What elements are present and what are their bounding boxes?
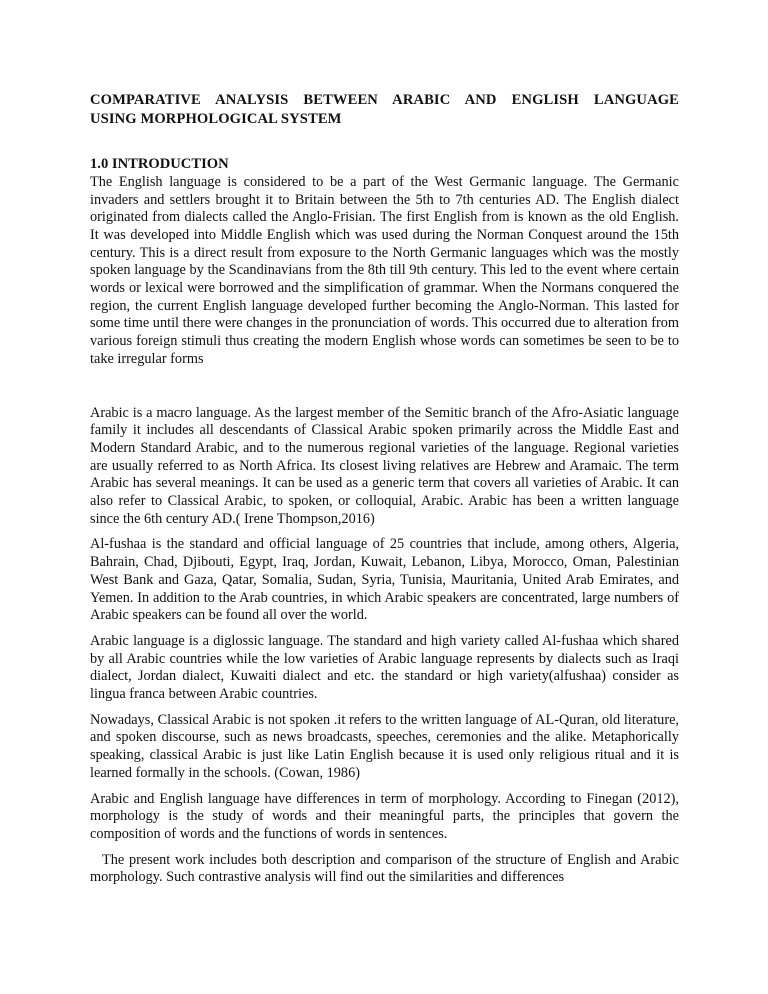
paragraph-spacer — [90, 783, 679, 791]
paragraph-english-history: The English language is considered to be a part of the West Germanic language. The Germanic invaders and settlers brought it to Britain between the 5th to 7th centuries AD. The English dialect originated from dialects called the Anglo-Frisian. The first English from is known as the old English. It was developed into Middle English which was used during the Norman Conquest around the 15th century. This is a direct result from exposure to the North Germanic languages which was the mostly spoken language by the Scandinavians from the 8th till 9th century. This led to the event where certain words or lexical were borrowed and the simplification of grammar. When the Normans conquered the region, the current English language developed further becoming the Anglo-Norman. This lasted for some time until there were changes in the pronunciation of words. This occurred due to alteration from various foreign stimuli thus creating the modern English whose words can sometimes be seen to be to take irregular forms — [90, 173, 679, 367]
document-page — [90, 91, 679, 887]
title-line-2: USING MORPHOLOGICAL SYSTEM — [90, 111, 342, 127]
paragraph-classical-arabic: Nowadays, Classical Arabic is not spoken .it refers to the written language of AL-Quran, old literature, and spoken discourse, such as news broadcasts, speeches, ceremonies and the alike. Metaphorically speaking, classical Arabic is just like Latin English because it is used only religious ritual and it is learned formally in the schools. (Cowan, 1986) — [90, 711, 679, 781]
title-line-1: COMPARATIVE ANALYSIS BETWEEN ARABIC AND ENGLISH LANGUAGE — [90, 92, 679, 108]
paragraph-al-fushaa: Al-fushaa is the standard and official language of 25 countries that include, among others, Algeria, Bahrain, Chad, Djibouti, Egypt, Iraq, Jordan, Kuwait, Lebanon, Libya, Morocco, Oman, Palestinian West Bank and Gaza, Qatar, Somalia, Sudan, Syria, Tunisia, Mauritania, United Arab Emirates, and Yemen. In addition to the Arab countries, in which Arabic speakers are concentrated, large numbers of Arabic speakers can be found all over the world. — [90, 536, 679, 624]
paragraph-spacer — [90, 369, 679, 405]
paragraph-spacer — [90, 704, 679, 712]
paragraph-spacer — [90, 844, 679, 852]
paragraph-arabic-macro-language: Arabic is a macro language. As the largest member of the Semitic branch of the Afro-Asiatic language family it includes all descendants of Classical Arabic spoken primarily across the Middle East and Modern Standard Arabic, and to the numerous regional varieties of the language. Regional varieties are usually referred to as North Africa. Its closest living relatives are Hebrew and Aramaic. The term Arabic has several meanings. It can be used as a generic term that covers all varieties of Arabic. It can also refer to Classical Arabic, to spoken, or colloquial, Arabic. Arabic has been a written language since the 6th century AD.( Irene Thompson,2016) — [90, 404, 679, 527]
document-title — [90, 91, 679, 129]
paragraph-diglossic: Arabic language is a diglossic language. The standard and high variety called Al-fushaa which shared by all Arabic countries while the low varieties of Arabic language represents by dialects such as Iraqi dialect, Jordan dialect, Kuwaiti dialect and etc. the standard or high variety(alfushaa) consider as lingua franca between Arabic countries. — [90, 632, 679, 703]
section-heading-introduction: 1.0 INTRODUCTION — [90, 156, 229, 172]
paragraph-morphology: Arabic and English language have differences in term of morphology. According to Finegan (2012), morphology is the study of words and their meaningful parts, the principles that govern the composition of words and the functions of words in sentences. — [90, 790, 679, 842]
paragraph-spacer — [90, 528, 679, 536]
paragraph-present-work: The present work includes both description and comparison of the structure of English and Arabic morphology. Such contrastive analysis will find out the similarities and differences — [90, 851, 679, 886]
paragraph-spacer — [90, 625, 679, 633]
